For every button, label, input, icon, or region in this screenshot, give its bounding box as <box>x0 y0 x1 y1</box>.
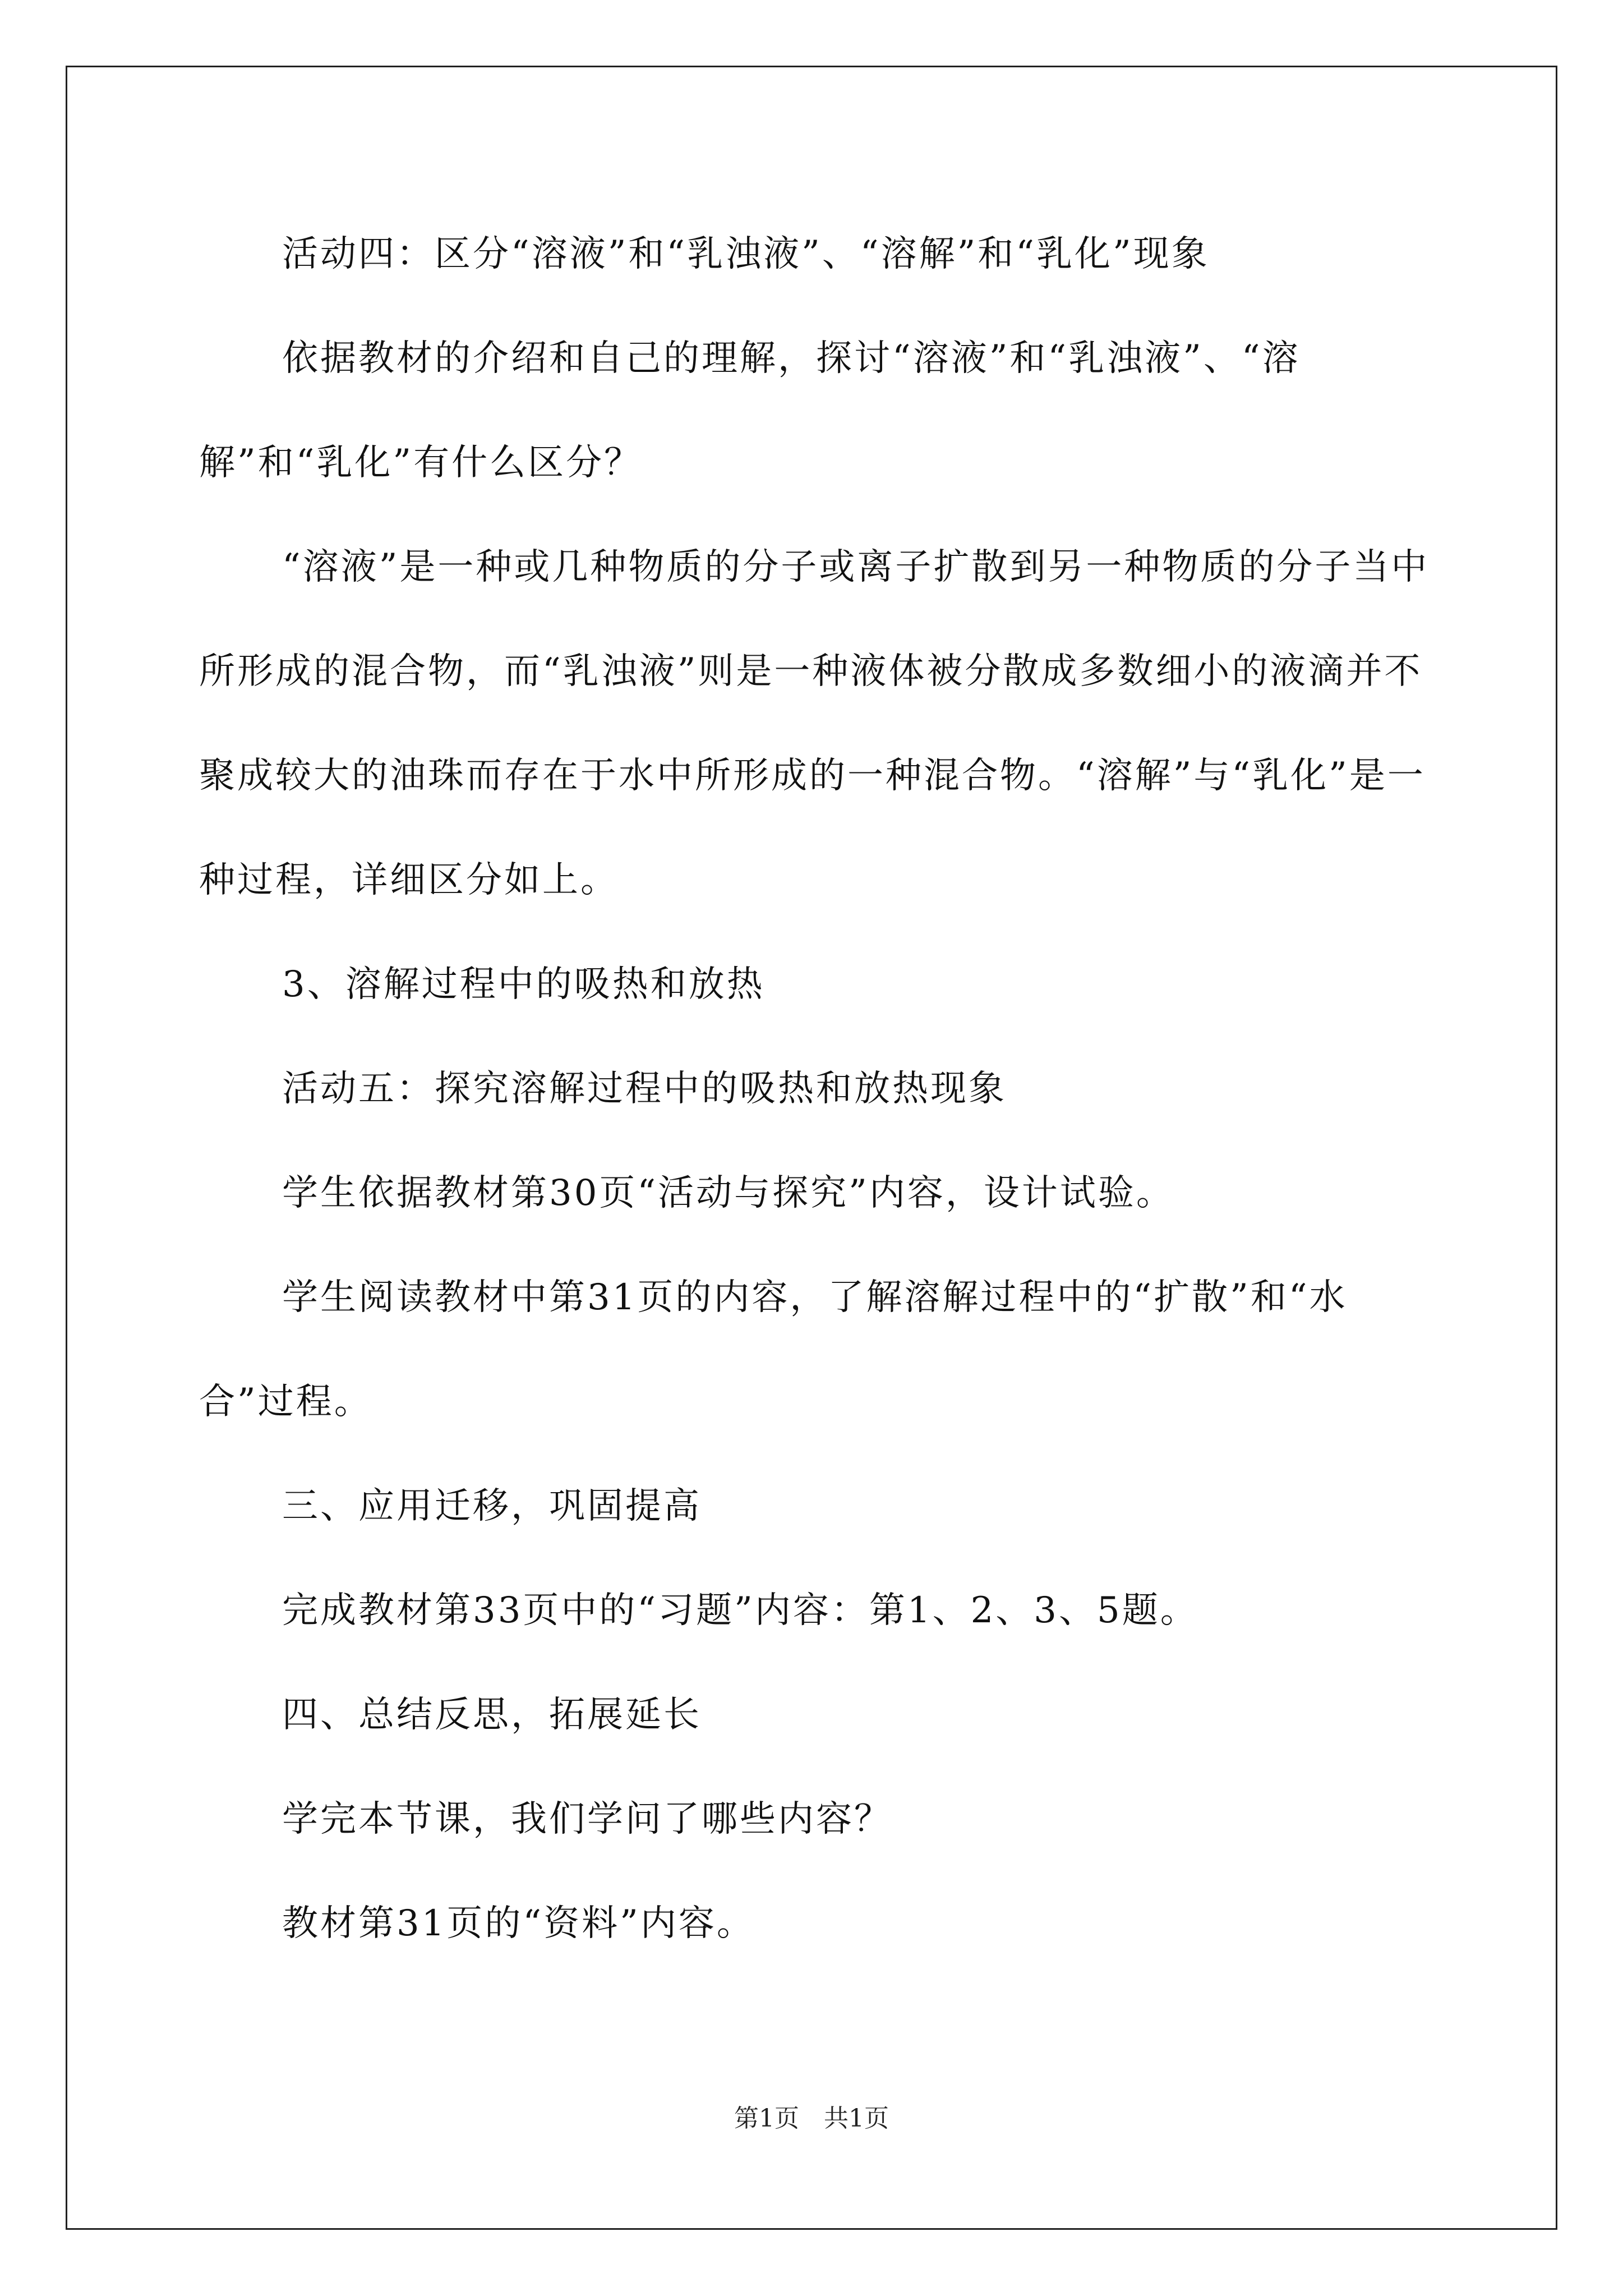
heading-section-three: 三、应用迁移，巩固提高 <box>282 1485 702 1527</box>
paragraph-definition: “溶液”是一种或几种物质的分子或离子扩散到另一种物质的分子当中所形成的混合物，而“乳浊液”则是一种液体被分散成多数细小的液滴并不聚成较大的油珠而存在于水中所形成的一种混合物。“溶解”与“乳化”是一种过程，详细区分如上。 <box>199 546 1430 901</box>
paragraph-activity-four: 活动四：区分“溶液”和“乳浊液”、“溶解”和“乳化”现象 <box>282 233 1210 275</box>
paragraph-design-experiment: 学生依据教材第30页“活动与探究”内容，设计试验。 <box>282 1172 1174 1214</box>
paragraph-activity-five: 活动五：探究溶解过程中的吸热和放热现象 <box>282 1068 1007 1110</box>
heading-section-four: 四、总结反思，拓展延长 <box>282 1694 702 1736</box>
paragraph-summary-question: 学完本节课，我们学问了哪些内容？ <box>282 1798 892 1840</box>
page-footer: 第1页 共1页 <box>734 2104 889 2133</box>
heading-section-3: 3、溶解过程中的吸热和放热 <box>282 964 765 1005</box>
paragraph-discussion-prompt: 依据教材的介绍和自己的理解，探讨“溶液”和“乳浊液”、“溶解”和“乳化”有什么区分？ <box>199 338 1301 484</box>
document-body <box>199 202 1433 1976</box>
paragraph-reference: 教材第31页的“资料”内容。 <box>282 1903 755 1944</box>
paragraph-read-textbook: 学生阅读教材中第31页的内容，了解溶解过程中的“扩散”和“水合”过程。 <box>199 1277 1348 1423</box>
paragraph-exercises: 完成教材第33页中的“习题”内容：第1、2、3、5题。 <box>282 1590 1198 1631</box>
